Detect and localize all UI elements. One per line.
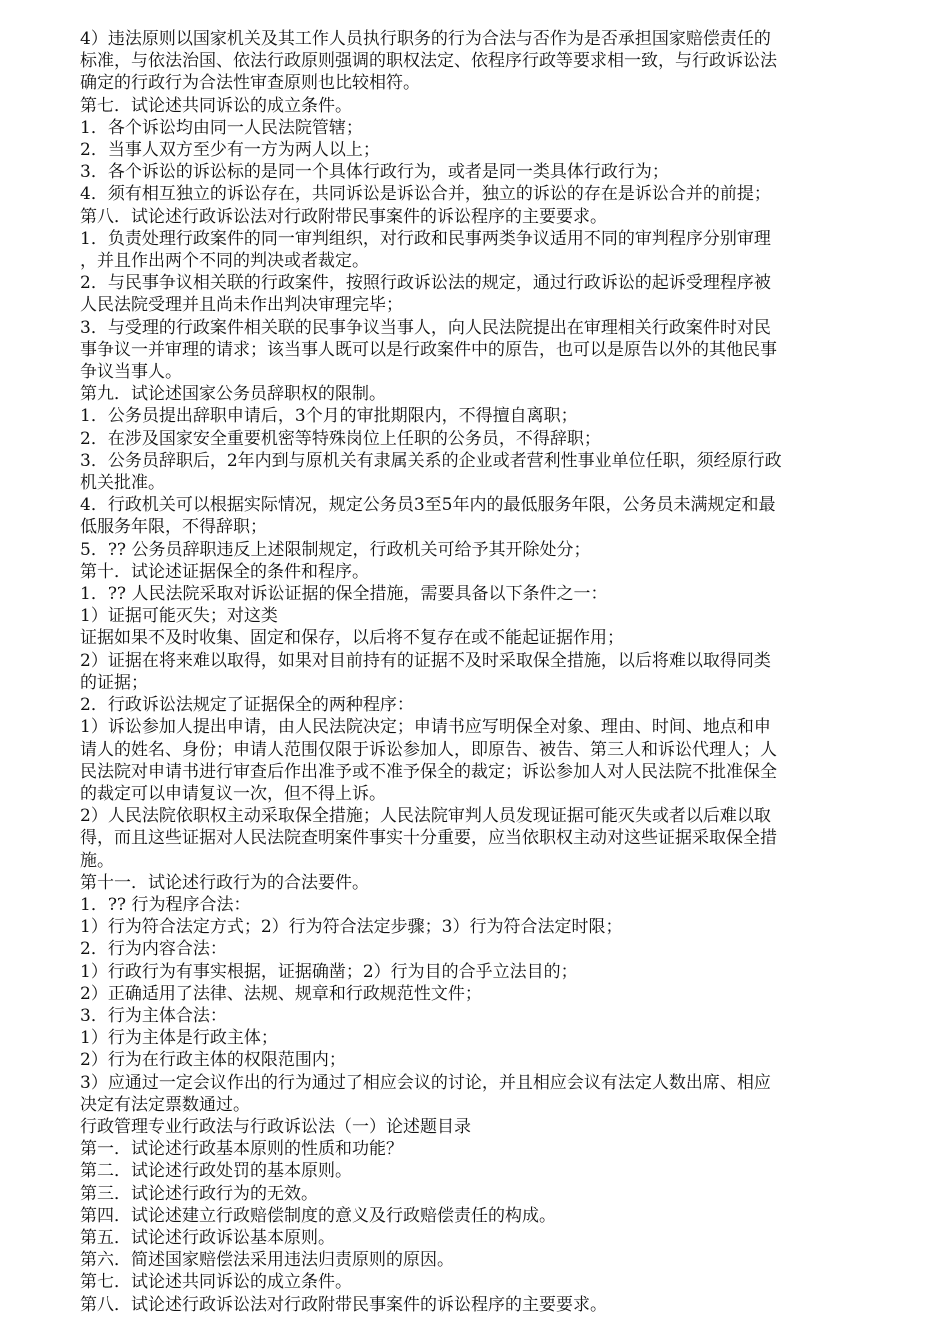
text-line: 的证据；	[80, 672, 148, 693]
text-line: 3．公务员辞职后，2年内到与原机关有隶属关系的企业或者营利性事业单位任职，须经原行政	[80, 450, 782, 471]
text-line: 1．?? 行为程序合法：	[80, 894, 251, 915]
text-line: 证据如果不及时收集、固定和保存，以后将不复存在或不能起证据作用；	[80, 628, 624, 649]
text-line: 2）证据在将来难以取得，如果对目前持有的证据不及时采取保全措施，以后将难以取得同类	[80, 650, 771, 671]
document-body	[80, 28, 880, 1316]
text-line: 5．?? 公务员辞职违反上述限制规定，行政机关可给予其开除处分；	[80, 539, 591, 560]
text-line: 3．各个诉讼的诉讼标的是同一个具体行政行为，或者是同一类具体行政行为；	[80, 162, 669, 183]
text-line: 1）行政行为有事实根据，证据确凿；2）行为目的合乎立法目的；	[80, 961, 578, 982]
text-line: 2）行为在行政主体的权限范围内；	[80, 1050, 346, 1071]
text-line: 请人的姓名、身份；申请人范围仅限于诉讼参加人，即原告、被告、第三人和诉讼代理人；人	[80, 739, 777, 760]
text-line: 第十．试论述证据保全的条件和程序。	[80, 561, 369, 582]
text-line: 第九．试论述国家公务员辞职权的限制。	[80, 384, 386, 405]
text-line: 4．行政机关可以根据实际情况，规定公务员3至5年内的最低服务年限，公务员未满规定和最	[80, 495, 776, 516]
text-line: 1）诉讼参加人提出申请，由人民法院决定；申请书应写明保全对象、理由、时间、地点和申	[80, 717, 771, 738]
text-line: 2．当事人双方至少有一方为两人以上；	[80, 140, 380, 161]
text-line: 低服务年限，不得辞职；	[80, 517, 267, 538]
text-line: 施。	[80, 850, 114, 871]
text-line: 3）应通过一定会议作出的行为通过了相应会议的讨论，并且相应会议有法定人数出席、相应	[80, 1072, 771, 1093]
text-line: 标准，与依法治国、依法行政原则强调的职权法定、依程序行政等要求相一致，与行政诉讼法	[80, 51, 777, 72]
text-line: 1．公务员提出辞职申请后，3个月的审批期限内，不得擅自离职；	[80, 406, 578, 427]
text-line: 第五．试论述行政诉讼基本原则。	[80, 1227, 335, 1248]
text-line: 得，而且这些证据对人民法院查明案件事实十分重要，应当依职权主动对这些证据采取保全措	[80, 828, 777, 849]
text-line: 第八．试论述行政诉讼法对行政附带民事案件的诉讼程序的主要要求。	[80, 1294, 607, 1315]
text-line: 1）行为主体是行政主体；	[80, 1028, 278, 1049]
text-line: 1．负责处理行政案件的同一审判组织，对行政和民事两类争议适用不同的审判程序分别审理	[80, 228, 771, 249]
text-line: 3．行为主体合法：	[80, 1005, 227, 1026]
text-line: ，并且作出两个不同的判决或者裁定。	[80, 251, 369, 272]
text-line: 确定的行政行为合法性审查原则也比较相符。	[80, 73, 420, 94]
text-line: 第六．简述国家赔偿法采用违法归责原则的原因。	[80, 1250, 454, 1271]
text-line: 1）证据可能灭失；对这类	[80, 606, 278, 627]
text-line: 1．?? 人民法院采取对诉讼证据的保全措施，需要具备以下条件之一：	[80, 584, 608, 605]
text-line: 1．各个诉讼均由同一人民法院管辖；	[80, 117, 363, 138]
text-line: 事争议一并审理的请求；该当事人既可以是行政案件中的原告，也可以是原告以外的其他民事	[80, 339, 777, 360]
text-line: 2．行为内容合法：	[80, 939, 227, 960]
text-line: 第三．试论述行政行为的无效。	[80, 1183, 318, 1204]
text-line: 2．在涉及国家安全重要机密等特殊岗位上任职的公务员，不得辞职；	[80, 428, 601, 449]
text-line: 第四．试论述建立行政赔偿制度的意义及行政赔偿责任的构成。	[80, 1205, 556, 1226]
text-line: 第七．试论述共同诉讼的成立条件。	[80, 95, 352, 116]
text-line: 3．与受理的行政案件相关联的民事争议当事人，向人民法院提出在审理相关行政案件时对民	[80, 317, 771, 338]
text-line: 第二．试论述行政处罚的基本原则。	[80, 1161, 352, 1182]
text-line: 1）行为符合法定方式；2）行为符合法定步骤；3）行为符合法定时限；	[80, 917, 623, 938]
text-line: 2）人民法院依职权主动采取保全措施；人民法院审判人员发现证据可能灭失或者以后难以取	[80, 806, 771, 827]
text-line: 决定有法定票数通过。	[80, 1094, 250, 1115]
text-line: 的裁定可以申请复议一次，但不得上诉。	[80, 783, 386, 804]
text-line: 人民法院受理并且尚未作出判决审理完毕；	[80, 295, 403, 316]
text-line: 2）正确适用了法律、法规、规章和行政规范性文件；	[80, 983, 482, 1004]
text-line: 2．与民事争议相关联的行政案件，按照行政诉讼法的规定，通过行政诉讼的起诉受理程序被	[80, 273, 771, 294]
text-line: 第一．试论述行政基本原则的性质和功能？	[80, 1139, 403, 1160]
text-line: 4）违法原则以国家机关及其工作人员执行职务的行为合法与否作为是否承担国家赔偿责任的	[80, 29, 771, 49]
text-line: 第八．试论述行政诉讼法对行政附带民事案件的诉讼程序的主要要求。	[80, 206, 607, 227]
text-line: 行政管理专业行政法与行政诉讼法（一）论述题目录	[80, 1116, 471, 1137]
text-line: 第七．试论述共同诉讼的成立条件。	[80, 1272, 352, 1293]
text-line: 第十一．试论述行政行为的合法要件。	[80, 872, 369, 893]
text-line: 争议当事人。	[80, 362, 182, 383]
text-line: 4．须有相互独立的诉讼存在，共同诉讼是诉讼合并，独立的诉讼的存在是诉讼合并的前提；	[80, 184, 771, 205]
text-line: 民法院对申请书进行审查后作出准予或不准予保全的裁定；诉讼参加人对人民法院不批准保全	[80, 761, 777, 782]
text-line: 机关批准。	[80, 473, 165, 494]
text-line: 2．行政诉讼法规定了证据保全的两种程序：	[80, 695, 414, 716]
